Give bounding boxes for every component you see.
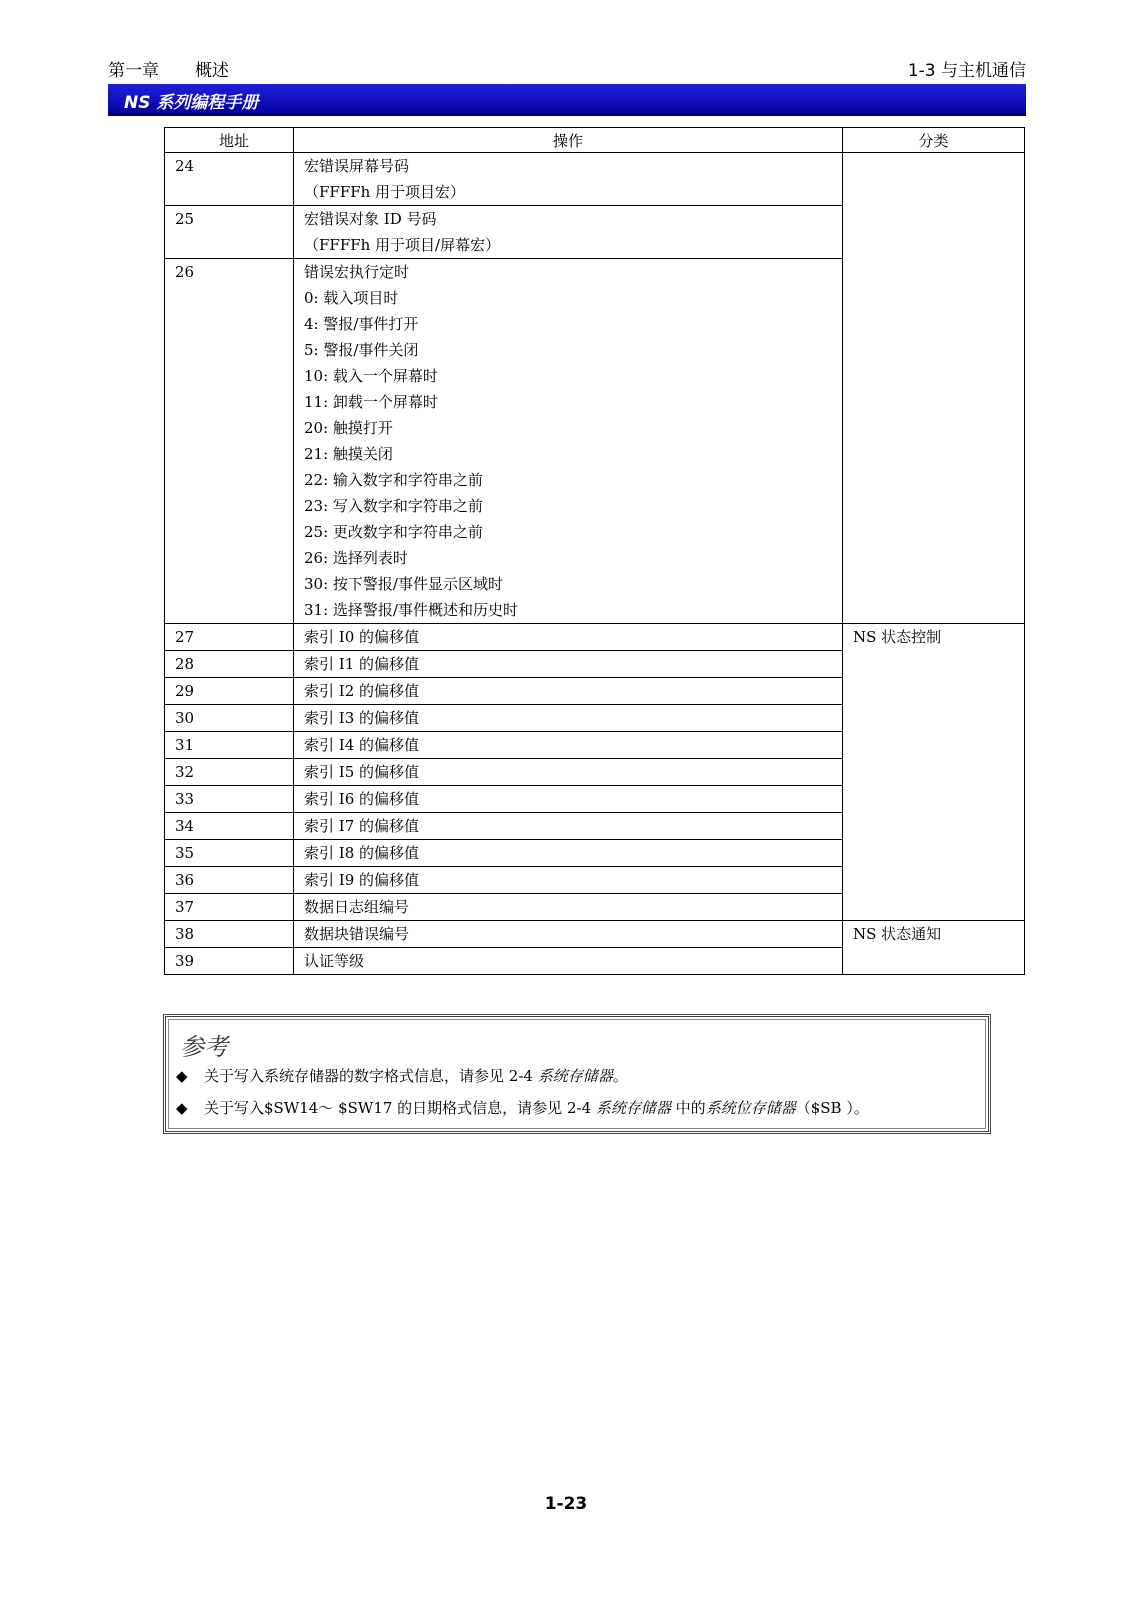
reference-link: 系统存储器	[595, 1099, 671, 1117]
category-cell-empty	[843, 153, 1025, 624]
reference-text: 中的	[670, 1099, 706, 1117]
reference-text: 关于写入$SW14～ $SW17 的日期格式信息，请参见 2-4	[204, 1099, 596, 1117]
address-cell	[165, 206, 294, 259]
operation-line: 索引 I5 的偏移值	[304, 763, 420, 781]
operation-line: 11: 卸载一个屏幕时	[304, 393, 438, 411]
operation-line: 31: 选择警报/事件概述和历史时	[304, 601, 518, 619]
address-value: 32	[175, 763, 195, 781]
reference-box	[163, 1014, 991, 1134]
operation-cell	[294, 624, 843, 651]
address-value: 25	[175, 210, 195, 228]
bullet-icon: ◆	[176, 1099, 188, 1117]
address-cell	[165, 921, 294, 948]
operation-cell	[294, 678, 843, 705]
operation-line: 索引 I2 的偏移值	[304, 682, 420, 700]
table-row	[165, 624, 1025, 651]
address-value: 24	[175, 157, 195, 175]
operation-line: 5: 警报/事件关闭	[304, 341, 419, 359]
reference-item	[176, 1097, 869, 1118]
operation-line: 索引 I1 的偏移值	[304, 655, 420, 673]
address-cell	[165, 651, 294, 678]
category-label: NS 状态通知	[853, 925, 942, 943]
chapter-heading	[108, 56, 229, 81]
bullet-icon: ◆	[176, 1067, 188, 1085]
operation-line: 索引 I0 的偏移值	[304, 628, 420, 646]
address-cell	[165, 732, 294, 759]
operation-line: 索引 I4 的偏移值	[304, 736, 420, 754]
category-cell-control	[843, 624, 1025, 921]
address-value: 30	[175, 709, 195, 727]
operation-cell	[294, 759, 843, 786]
address-table	[164, 127, 1025, 975]
table-row	[165, 921, 1025, 948]
address-cell	[165, 948, 294, 975]
address-value: 27	[175, 628, 195, 646]
operation-line: 23: 写入数字和字符串之前	[304, 497, 483, 515]
operation-line: （FFFFh 用于项目宏）	[304, 183, 466, 201]
address-value: 35	[175, 844, 195, 862]
chapter-title: 概述	[195, 61, 229, 81]
reference-text: 关于写入系统存储器的数字格式信息，请参见 2-4	[204, 1067, 538, 1085]
operation-cell	[294, 705, 843, 732]
address-value: 38	[175, 925, 195, 943]
operation-cell	[294, 948, 843, 975]
operation-cell	[294, 206, 843, 259]
address-cell	[165, 867, 294, 894]
address-cell	[165, 840, 294, 867]
operation-line: 数据块错误编号	[304, 925, 410, 943]
operation-line: 0: 载入项目时	[304, 289, 399, 307]
address-value: 36	[175, 871, 195, 889]
operation-cell	[294, 867, 843, 894]
header-address: 地址	[165, 128, 294, 153]
operation-line: 30: 按下警报/事件显示区域时	[304, 575, 503, 593]
operation-cell	[294, 786, 843, 813]
operation-line: 索引 I6 的偏移值	[304, 790, 420, 808]
reference-text: （$SB ）。	[795, 1099, 869, 1117]
operation-line: 索引 I8 的偏移值	[304, 844, 420, 862]
address-cell	[165, 786, 294, 813]
operation-line: 25: 更改数字和字符串之前	[304, 523, 483, 541]
address-value: 28	[175, 655, 195, 673]
category-cell-notify	[843, 921, 1025, 975]
operation-cell	[294, 259, 843, 624]
reference-link: 系统存储器	[537, 1067, 613, 1085]
operation-line: （FFFFh 用于项目/屏幕宏）	[304, 236, 501, 254]
operation-line: 宏错误对象 ID 号码	[304, 210, 437, 228]
operation-cell	[294, 894, 843, 921]
operation-line: 21: 触摸关闭	[304, 445, 393, 463]
operation-line: 索引 I3 的偏移值	[304, 709, 420, 727]
operation-line: 20: 触摸打开	[304, 419, 393, 437]
address-cell	[165, 705, 294, 732]
address-value: 29	[175, 682, 195, 700]
reference-item	[176, 1065, 628, 1086]
manual-title: NS 系列编程手册	[124, 93, 259, 113]
operation-cell	[294, 732, 843, 759]
operation-line: 宏错误屏幕号码	[304, 157, 410, 175]
header-category: 分类	[843, 128, 1025, 153]
operation-line: 4: 警报/事件打开	[304, 315, 419, 333]
address-cell	[165, 759, 294, 786]
operation-cell	[294, 840, 843, 867]
address-cell	[165, 153, 294, 206]
chapter-label: 第一章	[108, 61, 159, 81]
page-number: 1-23	[544, 1494, 588, 1514]
address-cell	[165, 259, 294, 624]
category-label: NS 状态控制	[853, 628, 942, 646]
header-operation: 操作	[294, 128, 843, 153]
address-value: 33	[175, 790, 195, 808]
operation-line: 认证等级	[304, 952, 365, 970]
operation-cell	[294, 651, 843, 678]
reference-link: 系统位存储器	[705, 1099, 796, 1117]
operation-line: 26: 选择列表时	[304, 549, 408, 567]
address-value: 26	[175, 263, 195, 281]
operation-line: 22: 输入数字和字符串之前	[304, 471, 483, 489]
address-cell	[165, 678, 294, 705]
operation-cell	[294, 813, 843, 840]
section-title: 1-3 与主机通信	[907, 61, 1026, 81]
address-value: 37	[175, 898, 195, 916]
address-value: 34	[175, 817, 195, 835]
address-cell	[165, 624, 294, 651]
operation-cell	[294, 921, 843, 948]
table-row	[165, 153, 1025, 206]
manual-banner	[108, 84, 1026, 116]
reference-title: 参考	[180, 1033, 228, 1061]
address-value: 31	[175, 736, 195, 754]
operation-line: 索引 I7 的偏移值	[304, 817, 420, 835]
operation-cell	[294, 153, 843, 206]
operation-line: 10: 载入一个屏幕时	[304, 367, 438, 385]
address-cell	[165, 813, 294, 840]
address-value: 39	[175, 952, 195, 970]
reference-text: 。	[612, 1067, 628, 1085]
operation-line: 数据日志组编号	[304, 898, 410, 916]
operation-line: 索引 I9 的偏移值	[304, 871, 420, 889]
operation-line: 错误宏执行定时	[304, 263, 410, 281]
address-cell	[165, 894, 294, 921]
